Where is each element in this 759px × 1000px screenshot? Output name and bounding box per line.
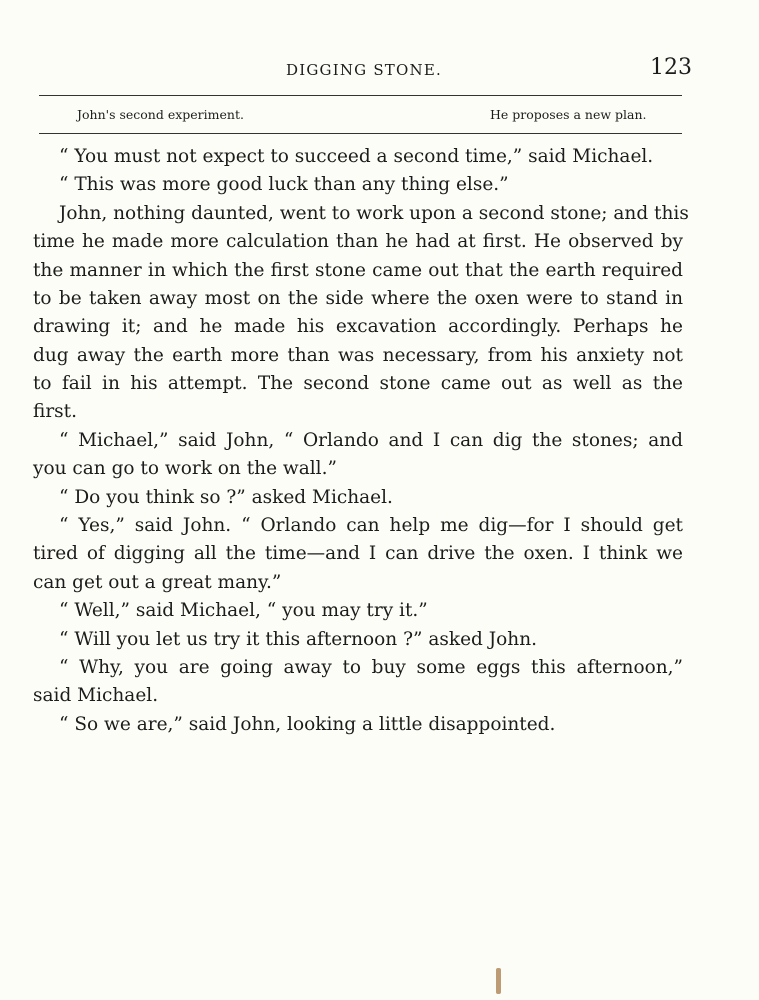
text-line: can get out a great many.” [33,572,282,593]
running-title: DIGGING STONE. [286,61,442,79]
text-line: tired of digging all the time—and I can drive the oxen. I think we [33,543,683,564]
text-line: “ Michael,” said John, “ Orlando and I can dig the stones; and [59,430,683,451]
text-line: “ This was more good luck than any thing else.” [59,174,509,195]
sidenote-left: John's second experiment. [77,107,244,122]
text-line: “ Well,” said Michael, “ you may try it.” [59,600,428,621]
running-head [0,55,759,87]
text-line: to be taken away most on the side where the oxen were to stand in [33,288,683,309]
sidenote-right: He proposes a new plan. [490,107,647,122]
text-line: to fail in his attempt. The second stone came out as well as the [33,373,683,394]
ink-mark [496,968,501,994]
text-line: “ Why, you are going away to buy some eggs this afternoon,” [59,657,683,678]
text-line: “ Will you let us try it this afternoon ?” asked John. [59,629,538,650]
text-line: drawing it; and he made his excavation accordingly. Perhaps he [33,316,683,337]
page-number: 123 [650,55,692,80]
text-line: “ Do you think so ?” asked Michael. [59,487,393,508]
header-rule-bottom [39,133,682,134]
text-line: “ So we are,” said John, looking a little disappointed. [59,714,556,735]
text-line: John, nothing daunted, went to work upon a second stone; and this [59,203,689,224]
text-line: “ You must not expect to succeed a second time,” said Michael. [59,146,654,167]
text-line: dug away the earth more than was necessary, from his anxiety not [33,345,683,366]
text-line: you can go to work on the wall.” [33,458,337,479]
text-line: time he made more calculation than he had at first. He observed by [33,231,683,252]
text-line: said Michael. [33,685,159,706]
text-line: “ Yes,” said John. “ Orlando can help me dig—for I should get [59,515,683,536]
text-line: first. [33,401,77,422]
header-rule-top [39,95,682,96]
text-line: the manner in which the first stone came out that the earth required [33,260,683,281]
